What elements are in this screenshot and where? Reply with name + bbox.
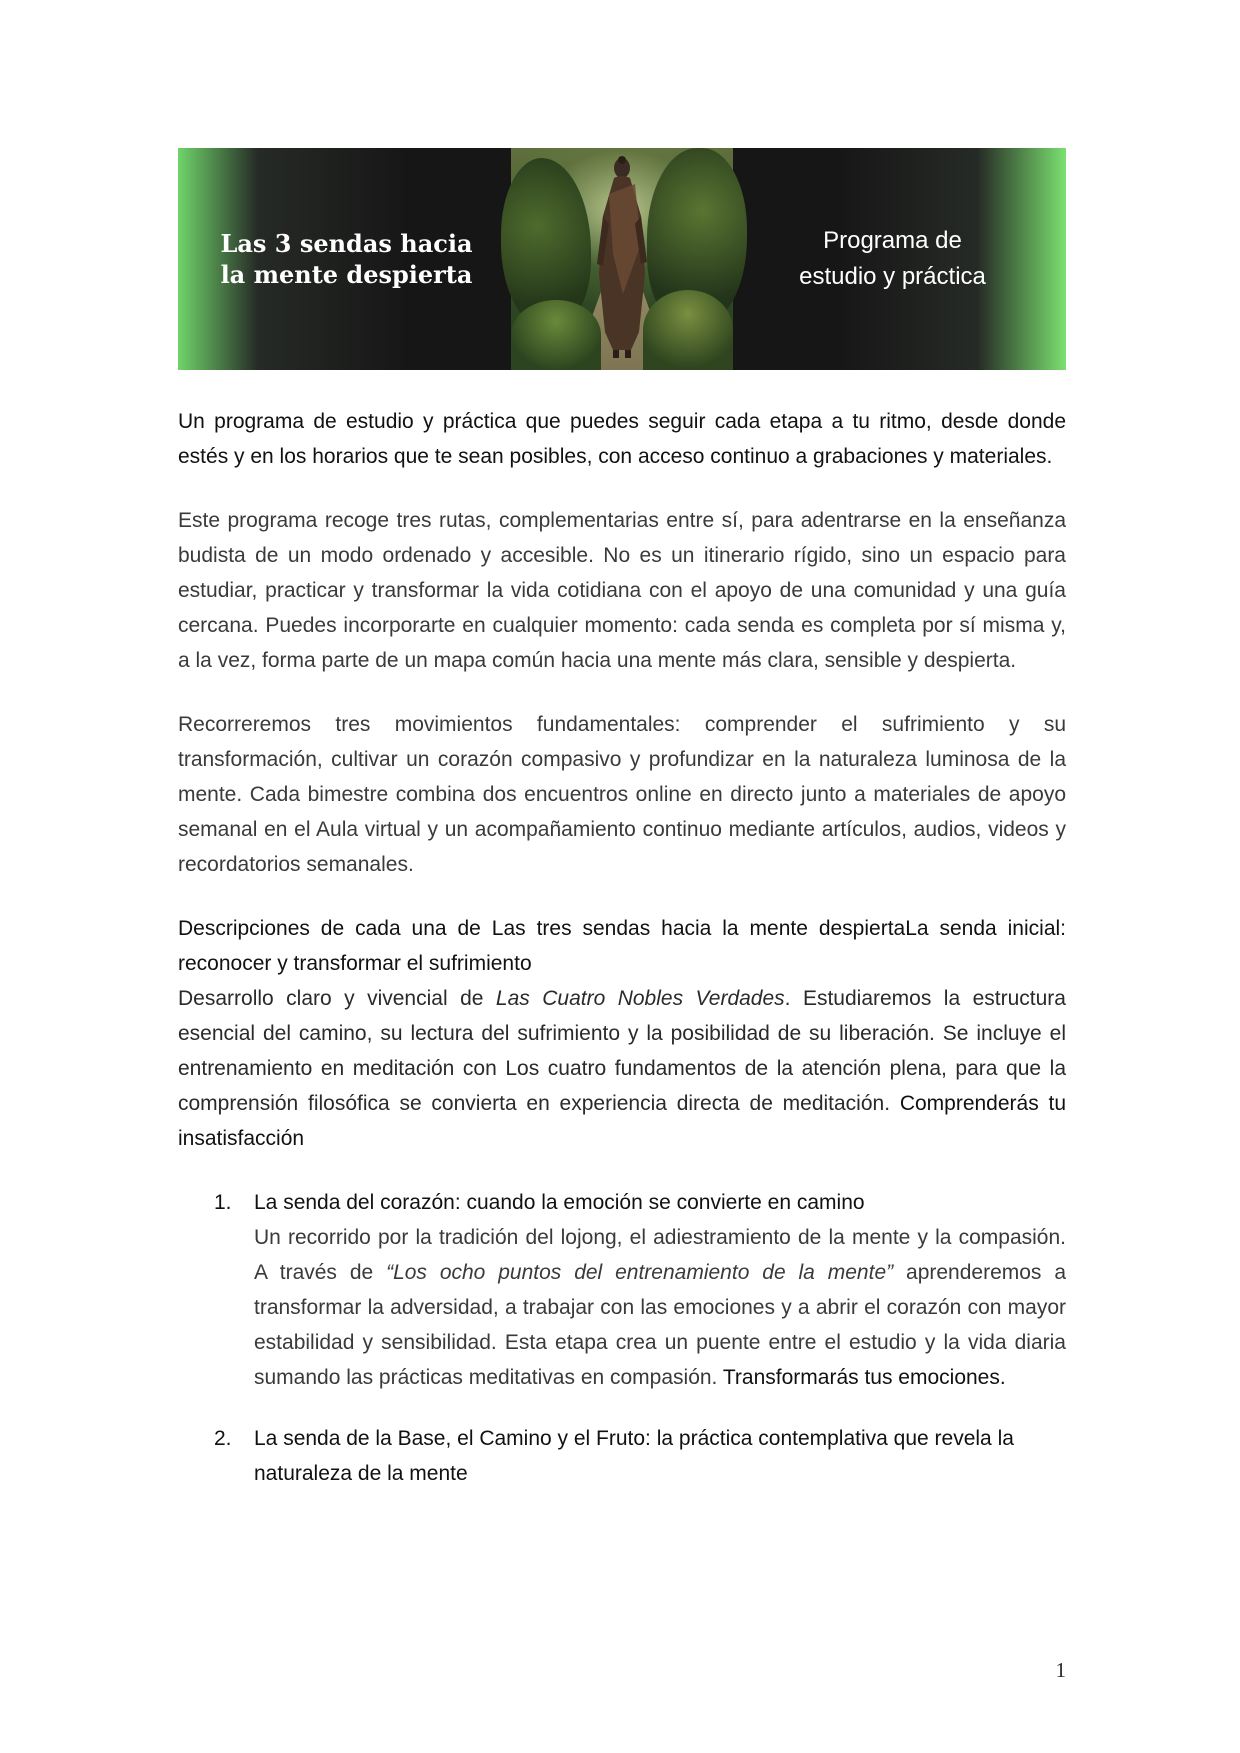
first-path-body-end: . Estudiaremos la estructura esencial del camino, su lectura del sufrimiento y la posibilidad de su liberación. Se incluye el entrenamiento en meditación con Los cuatro fundamentos de la atención plena, para que la comprensión filosófica se convierta en experiencia directa de meditación. (178, 987, 1066, 1115)
list-item-title: La senda del corazón: cuando la emoción se convierte en camino (254, 1191, 865, 1214)
banner-title-area (178, 148, 511, 370)
intro-lead: Un programa de estudio y práctica que puedes seguir cada etapa a tu ritmo, desde donde estés y en los horarios que te sean posibles, con acceso continuo a grabaciones y materiales. (178, 410, 1066, 468)
first-path-closing: Comprenderás tu insatisfacción (178, 1092, 1066, 1150)
buddha-figure-icon (583, 154, 661, 360)
first-path-body-start: Desarrollo claro y vivencial de (178, 987, 496, 1010)
first-path-title: La senda inicial: reconocer y transformar el sufrimiento (178, 917, 1066, 975)
banner-subtitle: Programa de estudio y práctica (799, 227, 986, 290)
list-item-number: 1. (214, 1191, 232, 1214)
buddha-walking-image (511, 148, 733, 370)
banner-title: Las 3 sendas hacia la mente despierta (220, 229, 473, 289)
list-item (214, 1421, 1066, 1491)
intro-paragraph-2: Recorreremos tres movimientos fundamentales: comprender el sufrimiento y su transformación, cultivar un corazón compasivo y profundizar en la naturaleza luminosa de la mente. Cada bimestre combina dos encuentros online en directo junto a materiales de apoyo semanal en el Aula virtual y un acompañamiento continuo mediante artículos, audios, videos y recordatorios semanales. (178, 713, 1066, 876)
intro-paragraph-1: Este programa recoge tres rutas, complementarias entre sí, para adentrarse en la enseñanza budista de un modo ordenado y accesible. No es un itinerario rígido, sino un espacio para estudiar, practicar y transformar la vida cotidiana con el apoyo de una comunidad y una guía cercana. Puedes incorporarte en cualquier momento: cada senda es completa por sí misma y, a la vez, forma parte de un mapa común hacia una mente más clara, sensible y despierta. (178, 509, 1066, 672)
list-item (214, 1185, 1067, 1395)
paths-list (178, 1185, 1066, 1491)
document-body (178, 404, 1066, 1517)
list-item-body-start: Un recorrido por la tradición del lojong, el adiestramiento de la mente y la compasión. A través de (254, 1226, 1066, 1284)
descriptions-heading: Descripciones de cada una de Las tres sendas hacia la mente despierta (178, 917, 906, 940)
descriptions-section (178, 911, 1066, 1156)
list-item-body-italic: “Los ocho puntos del entrenamiento de la mente” (386, 1261, 894, 1284)
list-item-title: La senda de la Base, el Camino y el Fruto: la práctica contemplativa que revela la naturaleza de la mente (254, 1427, 1014, 1485)
list-item-body-end: aprenderemos a transformar la adversidad, a trabajar con las emociones y a abrir el corazón con mayor estabilidad y sensibilidad. Esta etapa crea un puente entre el estudio y la vida diaria sumando las prácticas meditativas en compasión. (254, 1261, 1067, 1389)
first-path-body-italic: Las Cuatro Nobles Verdades (495, 987, 785, 1010)
banner-subtitle-area (733, 148, 1066, 370)
page-number: 1 (1055, 1658, 1066, 1682)
list-item-number: 2. (214, 1427, 232, 1450)
list-item-closing: Transformarás tus emociones. (722, 1366, 1006, 1389)
header-banner (178, 148, 1066, 370)
